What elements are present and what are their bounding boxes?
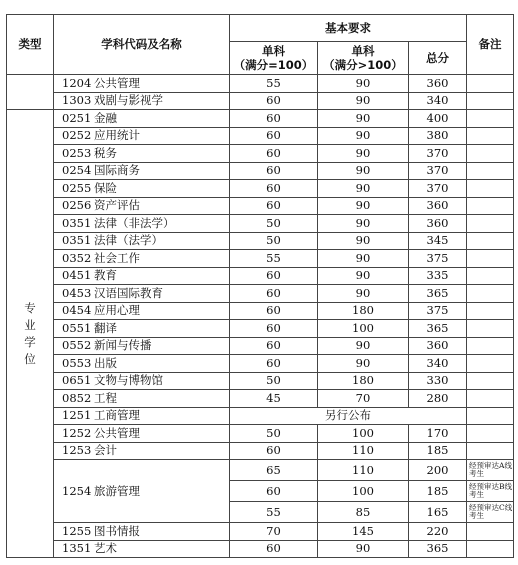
total-cell: 370 [409,180,467,198]
remark-cell [467,372,514,390]
total-cell: 375 [409,250,467,268]
table-row [7,355,514,373]
table-row [7,127,514,145]
code-name-cell: 0552 新闻与传播 [54,337,230,355]
total-cell: 360 [409,197,467,215]
header-single-100 [230,42,318,75]
total-cell: 185 [409,442,467,460]
single-100-cell: 60 [230,267,318,285]
total-cell: 370 [409,145,467,163]
single-over-100-cell: 90 [318,285,409,303]
code-name-cell: 1351 艺术 [54,540,230,558]
table-row [7,407,514,425]
single-over-100-cell: 90 [318,145,409,163]
single-over-100-cell: 90 [318,232,409,250]
single-100-cell: 70 [230,523,318,541]
table-row [7,285,514,303]
code-name-cell: 0351 法律（法学） [54,232,230,250]
total-cell: 370 [409,162,467,180]
single-100-cell: 60 [230,110,318,128]
single-100-cell: 60 [230,442,318,460]
single-100-cell: 50 [230,232,318,250]
table-row [7,92,514,110]
single-100-cell: 60 [230,481,318,502]
total-cell: 360 [409,75,467,93]
code-name-cell: 0551 翻译 [54,320,230,338]
header-basic-requirements: 基本要求 [230,15,467,42]
remark-cell [467,197,514,215]
code-name-cell: 0255 保险 [54,180,230,198]
single-over-100-cell: 70 [318,390,409,408]
code-name-cell: 0254 国际商务 [54,162,230,180]
table-row [7,232,514,250]
remark-cell [467,390,514,408]
remark-cell [467,75,514,93]
single-100-cell: 50 [230,215,318,233]
remark-cell [467,127,514,145]
code-name-cell: 1252 公共管理 [54,425,230,443]
merged-requirement-cell: 另行公布 [230,407,467,425]
single-over-100-cell: 90 [318,75,409,93]
total-cell: 340 [409,355,467,373]
total-cell: 360 [409,215,467,233]
single-over-100-cell: 90 [318,197,409,215]
single-100-cell: 60 [230,540,318,558]
single-100-cell: 50 [230,425,318,443]
single-100-cell: 55 [230,250,318,268]
total-cell: 165 [409,502,467,523]
table-row [7,75,514,93]
single-100-cell: 55 [230,502,318,523]
total-cell: 185 [409,481,467,502]
single-over-100-cell: 90 [318,540,409,558]
single-over-100-cell: 90 [318,127,409,145]
total-cell: 280 [409,390,467,408]
table-row [7,540,514,558]
single-100-cell: 65 [230,460,318,481]
total-cell: 380 [409,127,467,145]
remark-cell [467,162,514,180]
single-over-100-cell: 90 [318,110,409,128]
header-single-over-100 [318,42,409,75]
single-over-100-cell: 90 [318,337,409,355]
table-row [7,460,514,481]
code-name-cell: 0852 工程 [54,390,230,408]
code-name-cell: 0651 文物与博物馆 [54,372,230,390]
total-cell: 365 [409,285,467,303]
table-row [7,110,514,128]
single-100-cell: 60 [230,302,318,320]
code-name-cell: 0252 应用统计 [54,127,230,145]
remark-cell [467,215,514,233]
code-name-cell: 0453 汉语国际教育 [54,285,230,303]
single-over-100-cell: 90 [318,250,409,268]
total-cell: 200 [409,460,467,481]
table-row [7,442,514,460]
remark-cell [467,145,514,163]
header-single-over-100-label: 单科 [351,44,375,58]
single-100-cell: 60 [230,127,318,145]
single-100-cell: 50 [230,372,318,390]
remark-cell [467,442,514,460]
header-type: 类型 [7,15,54,75]
remark-cell [467,180,514,198]
total-cell: 375 [409,302,467,320]
single-over-100-cell: 110 [318,442,409,460]
single-over-100-cell: 100 [318,320,409,338]
single-100-cell: 60 [230,285,318,303]
table-row [7,425,514,443]
single-over-100-cell: 145 [318,523,409,541]
table-row [7,320,514,338]
remark-cell: 经预审达C线考生 [467,502,514,523]
total-cell: 170 [409,425,467,443]
remark-cell [467,285,514,303]
total-cell: 365 [409,540,467,558]
table-row [7,162,514,180]
total-cell: 365 [409,320,467,338]
single-over-100-cell: 90 [318,92,409,110]
single-over-100-cell: 90 [318,162,409,180]
single-over-100-cell: 100 [318,481,409,502]
total-cell: 330 [409,372,467,390]
header-remark: 备注 [467,15,514,75]
single-100-cell: 60 [230,162,318,180]
table-row [7,145,514,163]
code-name-cell: 0451 教育 [54,267,230,285]
code-name-cell: 1253 会计 [54,442,230,460]
single-100-cell: 60 [230,180,318,198]
header-single-100-sub: （满分=100） [233,58,314,72]
type-cell-empty [7,75,54,110]
total-cell: 400 [409,110,467,128]
total-cell: 335 [409,267,467,285]
code-name-cell: 1255 图书情报 [54,523,230,541]
total-cell: 340 [409,92,467,110]
single-over-100-cell: 180 [318,372,409,390]
remark-cell: 经预审达B线考生 [467,481,514,502]
score-requirements-table [6,14,514,558]
remark-cell [467,425,514,443]
table-row [7,523,514,541]
remark-cell [467,407,514,425]
type-cell-professional: 专 业 学 位 [7,110,54,558]
single-over-100-cell: 85 [318,502,409,523]
table-row [7,180,514,198]
total-cell: 220 [409,523,467,541]
code-name-cell: 0256 资产评估 [54,197,230,215]
code-name-cell: 1303 戏剧与影视学 [54,92,230,110]
code-name-cell: 0251 金融 [54,110,230,128]
single-100-cell: 60 [230,355,318,373]
remark-cell [467,232,514,250]
table-row [7,390,514,408]
code-name-cell: 0553 出版 [54,355,230,373]
single-over-100-cell: 100 [318,425,409,443]
single-100-cell: 45 [230,390,318,408]
remark-cell [467,523,514,541]
remark-cell [467,337,514,355]
table-row [7,250,514,268]
remark-cell: 经预审达A线考生 [467,460,514,481]
table-row [7,302,514,320]
code-name-cell: 0253 税务 [54,145,230,163]
table-row [7,215,514,233]
remark-cell [467,355,514,373]
single-over-100-cell: 90 [318,355,409,373]
remark-cell [467,92,514,110]
single-over-100-cell: 180 [318,302,409,320]
code-name-cell: 1204 公共管理 [54,75,230,93]
remark-cell [467,267,514,285]
single-100-cell: 60 [230,197,318,215]
single-100-cell: 60 [230,320,318,338]
code-name-cell: 1251 工商管理 [54,407,230,425]
single-over-100-cell: 90 [318,215,409,233]
remark-cell [467,302,514,320]
header-single-over-100-sub: （满分>100） [323,58,403,72]
total-cell: 360 [409,337,467,355]
total-cell: 345 [409,232,467,250]
single-over-100-cell: 110 [318,460,409,481]
table-row [7,267,514,285]
table-row [7,197,514,215]
table-row [7,372,514,390]
code-name-cell: 0351 法律（非法学） [54,215,230,233]
remark-cell [467,110,514,128]
remark-cell [467,540,514,558]
header-total: 总分 [409,42,467,75]
code-name-cell: 0352 社会工作 [54,250,230,268]
remark-cell [467,250,514,268]
single-100-cell: 60 [230,337,318,355]
single-100-cell: 60 [230,92,318,110]
header-code-name: 学科代码及名称 [54,15,230,75]
table-row [7,337,514,355]
remark-cell [467,320,514,338]
single-over-100-cell: 90 [318,180,409,198]
single-over-100-cell: 90 [318,267,409,285]
code-name-cell: 0454 应用心理 [54,302,230,320]
code-name-cell: 1254 旅游管理 [54,460,230,523]
single-100-cell: 55 [230,75,318,93]
header-single-100-label: 单科 [262,44,285,58]
single-100-cell: 60 [230,145,318,163]
